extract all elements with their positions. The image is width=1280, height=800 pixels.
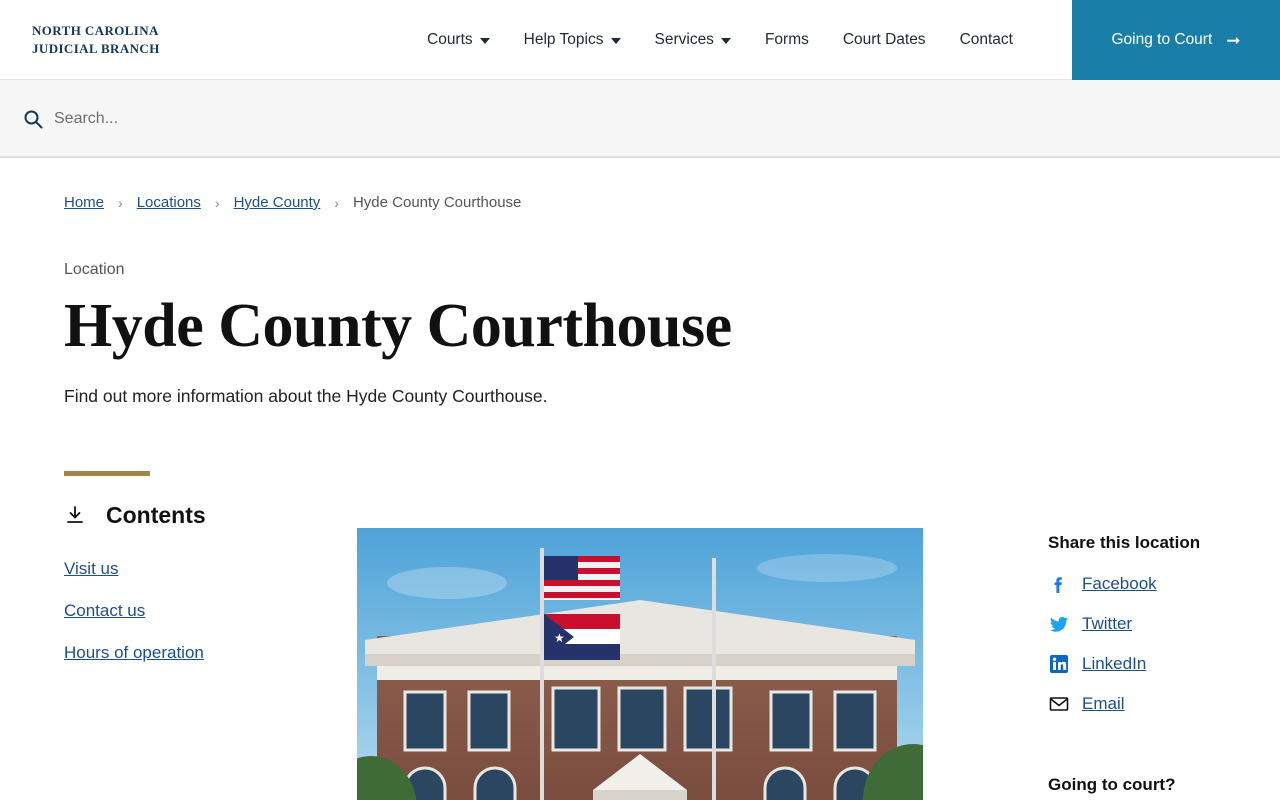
email-icon bbox=[1048, 693, 1070, 715]
page-intro: Find out more information about the Hyde County Courthouse. bbox=[64, 385, 548, 406]
nav-label: Courts bbox=[427, 31, 473, 48]
site-logo[interactable] bbox=[32, 22, 160, 57]
site-header bbox=[0, 0, 1280, 80]
share-title: Share this location bbox=[1048, 532, 1201, 552]
nav-item-court-dates[interactable] bbox=[826, 0, 943, 80]
share-label: LinkedIn bbox=[1082, 653, 1147, 673]
page-body bbox=[0, 471, 1280, 800]
linkedin-icon bbox=[1048, 653, 1070, 675]
nav-item-forms[interactable] bbox=[748, 0, 826, 80]
contents-link-hours-of-operation[interactable]: Hours of operation bbox=[64, 642, 204, 662]
breadcrumb-item-current: Hyde County Courthouse bbox=[352, 194, 522, 211]
nav-item-courts[interactable] bbox=[410, 0, 507, 80]
share-label: Facebook bbox=[1082, 573, 1157, 593]
logo-line-2: JUDICIAL BRANCH bbox=[32, 40, 160, 56]
nav-item-help-topics[interactable] bbox=[507, 0, 638, 80]
twitter-icon bbox=[1048, 613, 1070, 635]
contents-link-visit-us[interactable]: Visit us bbox=[64, 558, 119, 578]
contents-panel bbox=[64, 471, 357, 800]
facebook-icon bbox=[1048, 573, 1070, 595]
arrow-right-icon: ➞ bbox=[1226, 30, 1241, 50]
location-photo-container bbox=[357, 471, 986, 800]
breadcrumb-item-home[interactable]: Home bbox=[64, 194, 105, 211]
nav-item-contact[interactable] bbox=[943, 0, 1030, 80]
logo-line-1: NORTH CAROLINA bbox=[32, 22, 159, 38]
page-eyebrow: Location bbox=[64, 261, 125, 278]
chevron-down-icon bbox=[611, 38, 621, 44]
breadcrumb-separator-icon: › bbox=[214, 194, 220, 211]
nav-label: Contact bbox=[959, 31, 1013, 48]
nav-item-services[interactable] bbox=[638, 0, 748, 80]
svg-text:★: ★ bbox=[554, 630, 565, 645]
contents-title: Contents bbox=[106, 501, 206, 528]
chevron-down-icon bbox=[721, 38, 731, 44]
breadcrumb-item-hyde-county[interactable]: Hyde County bbox=[233, 194, 321, 211]
chevron-down-icon bbox=[480, 38, 490, 44]
contents-link-contact-us[interactable]: Contact us bbox=[64, 600, 146, 620]
contents-header bbox=[64, 502, 357, 529]
share-facebook-link[interactable] bbox=[1048, 573, 1280, 595]
cta-label: Going to Court bbox=[1111, 31, 1213, 48]
accent-rule bbox=[64, 471, 150, 476]
share-list bbox=[1048, 573, 1280, 715]
share-label: Email bbox=[1082, 693, 1125, 713]
share-label: Twitter bbox=[1082, 613, 1133, 633]
breadcrumb-item-locations[interactable]: Locations bbox=[136, 194, 201, 211]
share-linkedin-link[interactable] bbox=[1048, 653, 1280, 675]
nav-label: Forms bbox=[764, 31, 809, 48]
page-title: Hyde County Courthouse bbox=[64, 292, 732, 360]
nav-label: Help Topics bbox=[523, 31, 604, 48]
share-twitter-link[interactable] bbox=[1048, 613, 1280, 635]
breadcrumb-separator-icon: › bbox=[334, 194, 339, 211]
nav-label: Services bbox=[654, 31, 714, 48]
jump-to-icon bbox=[64, 504, 86, 526]
nav-label: Court Dates bbox=[842, 31, 926, 48]
share-panel bbox=[986, 471, 1280, 800]
search-input[interactable] bbox=[54, 102, 1280, 136]
main-navigation bbox=[410, 0, 1030, 80]
search-icon[interactable] bbox=[22, 108, 44, 130]
going-to-court-heading: Going to court? bbox=[1048, 774, 1176, 794]
search-bar bbox=[0, 80, 1280, 158]
courthouse-photo bbox=[357, 528, 923, 800]
going-to-court-button[interactable] bbox=[1072, 0, 1280, 80]
share-email-link[interactable] bbox=[1048, 693, 1280, 715]
breadcrumb-separator-icon: › bbox=[118, 194, 123, 211]
breadcrumb bbox=[0, 158, 1280, 211]
contents-link-list bbox=[64, 559, 357, 663]
